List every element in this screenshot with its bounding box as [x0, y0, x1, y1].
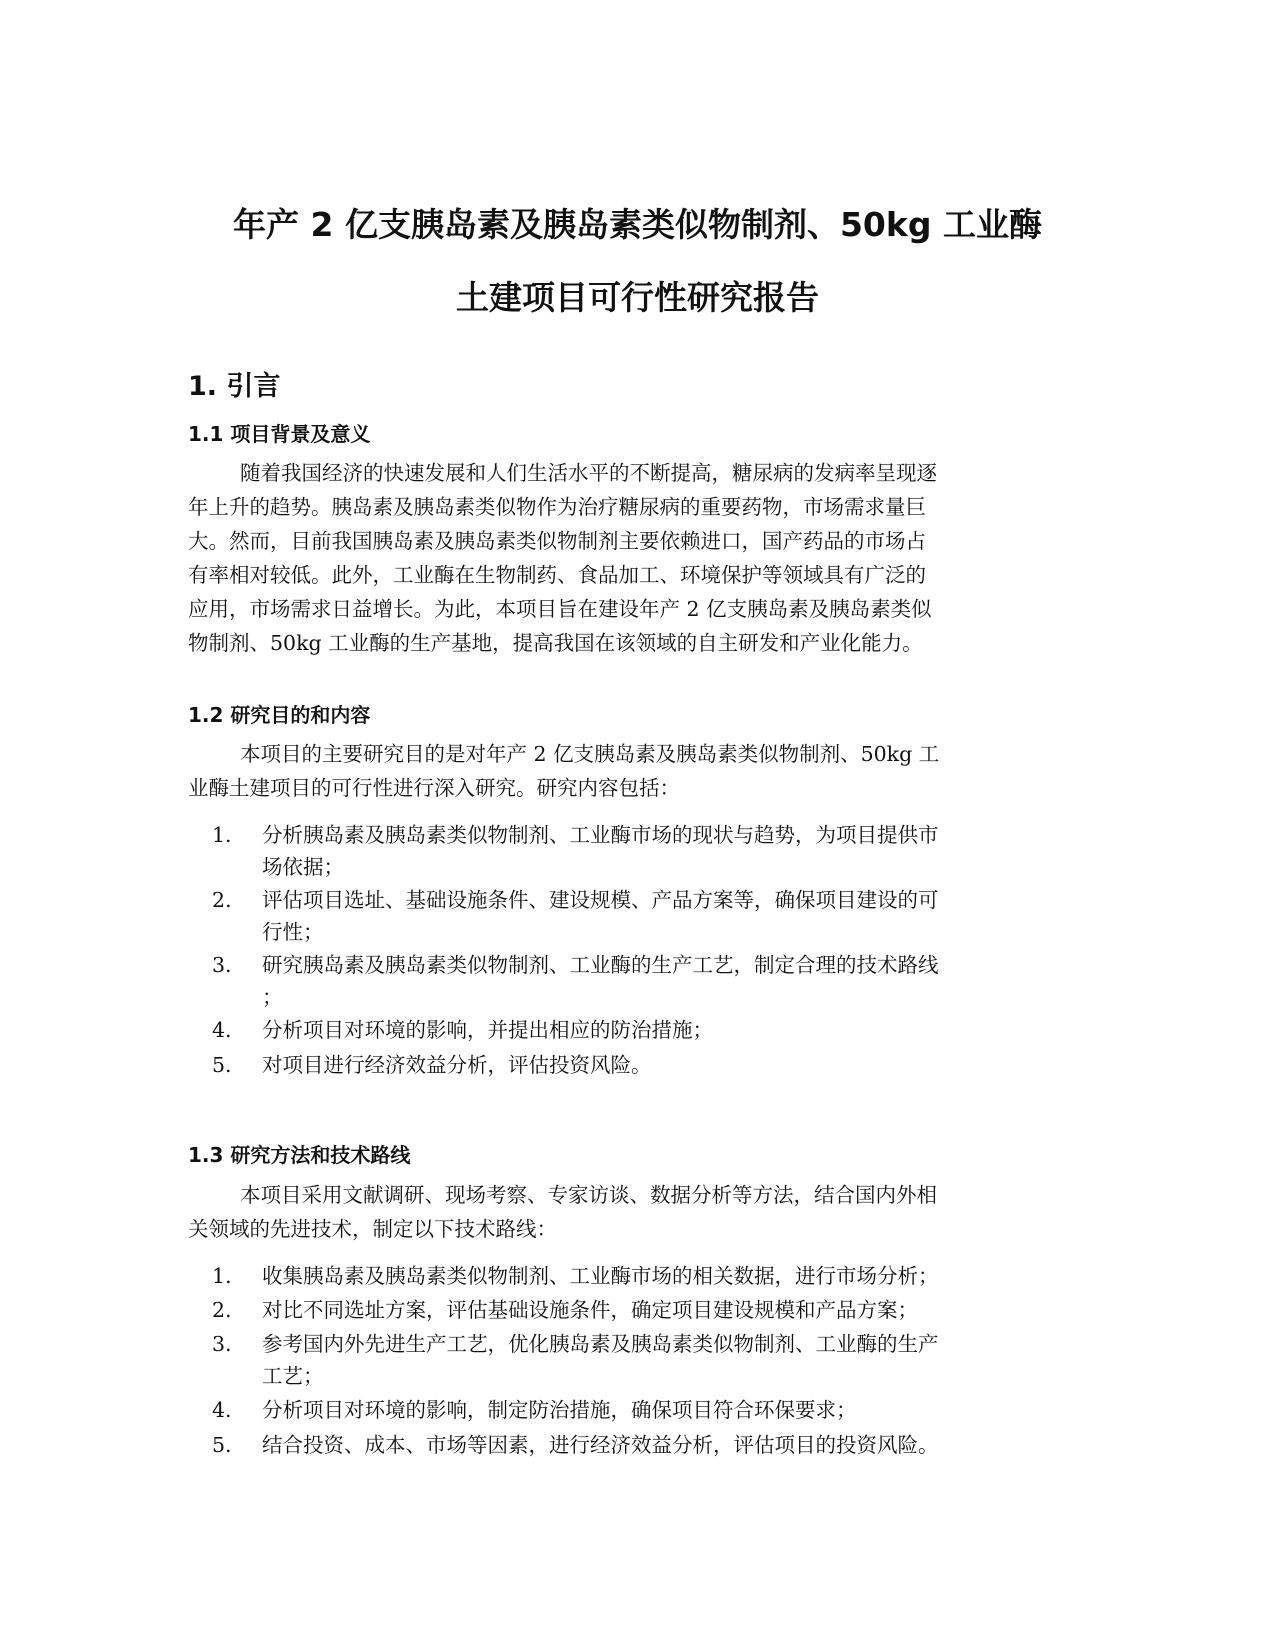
list-item-text: 对项目进行经济效益分析，评估投资风险。	[262, 1053, 652, 1077]
list-item-number: 4.	[212, 1018, 232, 1042]
list-item-text: ；	[262, 985, 283, 1009]
document-title-line-2: 土建项目可行性研究报告	[456, 278, 819, 317]
paragraph-line: 本项目采用文献调研、现场考察、专家访谈、数据分析等方法，结合国内外相	[240, 1183, 937, 1207]
paragraph-line: 应用，市场需求日益增长。为此，本项目旨在建设年产 2 亿支胰岛素及胰岛素类似	[188, 597, 932, 621]
list-item-text: 结合投资、成本、市场等因素，进行经济效益分析，评估项目的投资风险。	[262, 1433, 939, 1457]
paragraph-line: 业酶土建项目的可行性进行深入研究。研究内容包括：	[188, 776, 680, 800]
list-item-number: 2.	[212, 888, 232, 912]
list-item-number: 5.	[212, 1433, 232, 1457]
paragraph-line: 随着我国经济的快速发展和人们生活水平的不断提高，糖尿病的发病率呈现逐	[240, 461, 937, 485]
list-item-text: 对比不同选址方案，评估基础设施条件，确定项目建设规模和产品方案；	[262, 1298, 918, 1322]
list-item-number: 2.	[212, 1298, 232, 1322]
list-item-text: 研究胰岛素及胰岛素类似物制剂、工业酶的生产工艺，制定合理的技术路线	[262, 953, 939, 977]
list-item-text: 行性；	[262, 920, 324, 944]
list-item-text: 场依据；	[262, 855, 344, 879]
list-item-number: 4.	[212, 1398, 232, 1422]
list-item-number: 3.	[212, 1332, 232, 1356]
paragraph-line: 大。然而，目前我国胰岛素及胰岛素类似物制剂主要依赖进口，国产药品的市场占	[188, 529, 926, 553]
list-item-number: 1.	[212, 1264, 232, 1288]
list-item-text: 评估项目选址、基础设施条件、建设规模、产品方案等，确保项目建设的可	[262, 888, 939, 912]
list-item-text: 参考国内外先进生产工艺，优化胰岛素及胰岛素类似物制剂、工业酶的生产	[262, 1332, 939, 1356]
document-title-line-1: 年产 2 亿支胰岛素及胰岛素类似物制剂、50kg 工业酶	[233, 205, 1042, 244]
list-item-number: 3.	[212, 953, 232, 977]
paragraph-line: 关领域的先进技术，制定以下技术路线：	[188, 1217, 557, 1241]
paragraph-line: 物制剂、50kg 工业酶的生产基地，提高我国在该领域的自主研发和产业化能力。	[188, 631, 923, 655]
subsection-heading-methods: 1.3 研究方法和技术路线	[188, 1143, 411, 1167]
subsection-heading-background: 1.1 项目背景及意义	[188, 422, 371, 446]
list-item-text: 分析项目对环境的影响，制定防治措施，确保项目符合环保要求；	[262, 1398, 857, 1422]
list-item-number: 5.	[212, 1053, 232, 1077]
list-item-text: 收集胰岛素及胰岛素类似物制剂、工业酶市场的相关数据，进行市场分析；	[262, 1264, 939, 1288]
list-item-text: 分析胰岛素及胰岛素类似物制剂、工业酶市场的现状与趋势，为项目提供市	[262, 823, 939, 847]
paragraph-line: 有率相对较低。此外，工业酶在生物制药、食品加工、环境保护等领域具有广泛的	[188, 563, 926, 587]
subsection-heading-objectives: 1.2 研究目的和内容	[188, 703, 371, 727]
list-item-number: 1.	[212, 823, 232, 847]
list-item-text: 分析项目对环境的影响，并提出相应的防治措施；	[262, 1018, 713, 1042]
section-heading-intro: 1. 引言	[188, 371, 281, 402]
list-item-text: 工艺；	[262, 1364, 324, 1388]
paragraph-line: 本项目的主要研究目的是对年产 2 亿支胰岛素及胰岛素类似物制剂、50kg 工	[240, 742, 940, 766]
paragraph-line: 年上升的趋势。胰岛素及胰岛素类似物作为治疗糖尿病的重要药物，市场需求量巨	[188, 495, 926, 519]
